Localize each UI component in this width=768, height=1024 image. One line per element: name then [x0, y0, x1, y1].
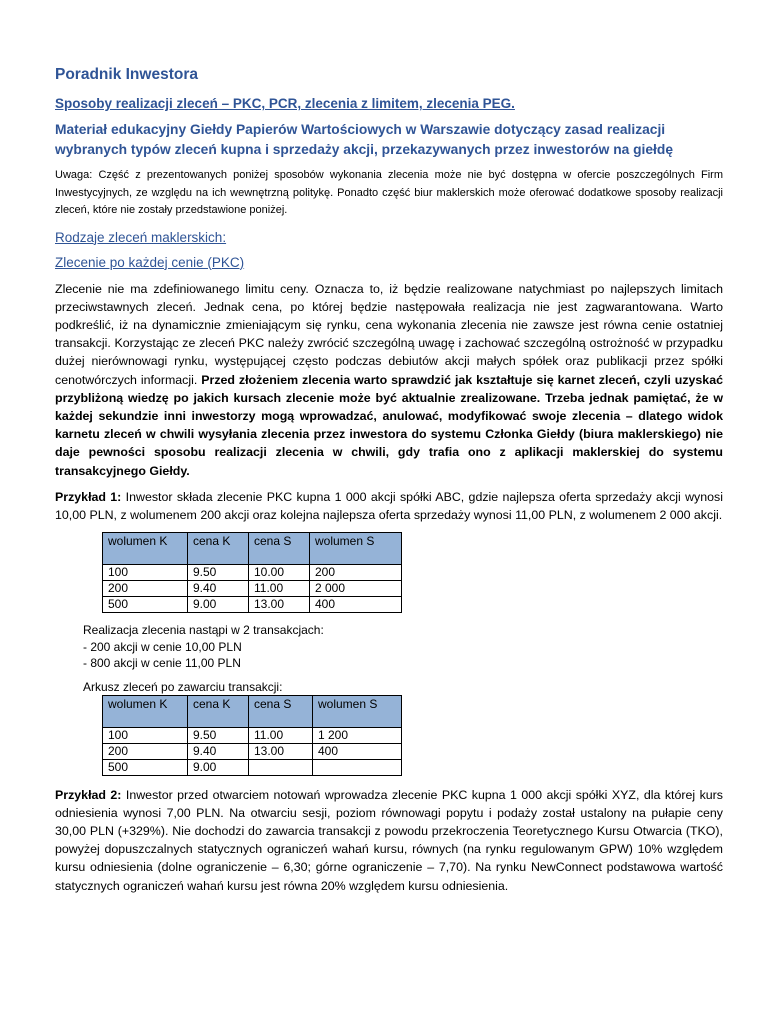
table-cell — [313, 759, 402, 775]
header-cell: cena S — [249, 533, 310, 565]
table-cell: 200 — [103, 581, 188, 597]
order-book-table-before — [102, 532, 402, 613]
example2-paragraph — [55, 786, 723, 895]
example1-text: Inwestor składa zlecenie PKC kupna 1 000 akcji spółki ABC, gdzie najlepsza oferta sprzedaży akcji wynosi 10,00 PLN, z wolumenem 200 akcji oraz kolejna najlepsza oferta sprzedaży wynosi 11,00 PLN, z wolumenem 2 000 akcji. — [55, 489, 723, 522]
realization-line: - 200 akcji w cenie 10,00 PLN — [83, 639, 242, 654]
table-header-row — [103, 533, 402, 565]
table-cell: 2 000 — [310, 581, 402, 597]
header-cell: cena S — [249, 695, 313, 727]
realization-line: - 800 akcji w cenie 11,00 PLN — [83, 656, 241, 671]
header-cell: wolumen S — [310, 533, 402, 565]
table-cell: 200 — [103, 743, 188, 759]
table-row — [103, 727, 402, 743]
pkc-heading: Zlecenie po każdej cenie (PKC) — [55, 254, 245, 270]
header-cell: wolumen S — [313, 695, 402, 727]
table-cell: 11.00 — [249, 581, 310, 597]
intro-heading: Materiał edukacyjny Giełdy Papierów Wartościowych w Warszawie dotyczący zasad realizacji wybranych typów zleceń kupna i sprzedaży akcji, przekazywanych przez inwestorów na giełdę — [55, 122, 673, 157]
order-book-table-after — [102, 695, 402, 776]
example2-text: Inwestor przed otwarciem notowań wprowadza zlecenie PKC kupna 1 000 akcji spółki XYZ, dla której kurs odniesienia wynosi 7,00 PLN. Na otwarciu sesji, poziom równowagi popytu i podaży został ustalony na pułapie ceny 30,00 PLN (+329%). Nie dochodzi do zawarcia transakcji z powodu przekroczenia Teoretycznego Kursu Otwarcia (TKO), powyżej dopuszczalnych statycznych ograniczeń wahań kursu, równych (na rynku regulowanym GPW) 10% względem kursu odniesienia (dolne ograniczenie – 6,30; górne ograniczenie – 7,70). Na rynku NewConnect podstawowa wartość statycznych ograniczeń wahań kursu jest równa 20% względem kursu odniesienia. — [55, 787, 723, 893]
arkusz-label: Arkusz zleceń po zawarciu transakcji: — [83, 679, 283, 694]
table-header-row — [103, 695, 402, 727]
header-cell: cena K — [188, 695, 249, 727]
table-cell: 9.40 — [188, 581, 249, 597]
realization-block — [83, 622, 723, 672]
table-cell: 400 — [310, 597, 402, 613]
table-cell: 500 — [103, 759, 188, 775]
table-cell: 1 200 — [313, 727, 402, 743]
document-title: Poradnik Inwestora — [55, 66, 198, 83]
table-cell: 9.50 — [188, 565, 249, 581]
note-paragraph: Uwaga: Część z prezentowanych poniżej sposobów wykonania zlecenia może nie być dostępna w ofercie poszczególnych Firm Inwestycyjnych, ze względu na ich wewnętrzną politykę. Ponadto część biur maklerskich może oferować dodatkowe sposoby realizacji zleceń, które nie zostały przedstawione poniżej. — [55, 169, 723, 216]
table-row — [103, 597, 402, 613]
section-heading: Rodzaje zleceń maklerskich: — [55, 229, 227, 245]
example2-label: Przykład 2: — [55, 787, 122, 802]
table-cell: 9.00 — [188, 597, 249, 613]
table-cell: 9.50 — [188, 727, 249, 743]
pkc-paragraph — [55, 280, 723, 480]
table-cell: 9.00 — [188, 759, 249, 775]
table-cell: 13.00 — [249, 743, 313, 759]
table-cell: 10.00 — [249, 565, 310, 581]
document-subtitle: Sposoby realizacji zleceń – PKC, PCR, zlecenia z limitem, zlecenia PEG. — [55, 96, 515, 111]
example1-label: Przykład 1: — [55, 489, 122, 504]
table-cell: 100 — [103, 727, 188, 743]
table-row — [103, 581, 402, 597]
document-page — [55, 66, 723, 903]
table-row — [103, 759, 402, 775]
example1-paragraph — [55, 488, 723, 524]
table-cell: 9.40 — [188, 743, 249, 759]
header-cell: wolumen K — [103, 533, 188, 565]
table-cell: 13.00 — [249, 597, 310, 613]
pkc-text: Zlecenie nie ma zdefiniowanego limitu ceny. Oznacza to, iż będzie realizowane natychmiast po najlepszych limitach przeciwstawnych zleceń. Jednak cena, po której będzie następowała realizacja nie jest zagwarantowana. Warto podkreślić, iż na dynamicznie zmieniającym się rynku, cena wykonania zlecenia nie zawsze jest równa cenie ostatniej transakcji. Korzystając ze zleceń PKC należy zwrócić szczególną uwagę i zachować szczególną ostrożność w przypadku dużej nierównowagi rynku, występującej często podczas debiutów akcji małych spółek oraz publikacji przez spółki cenotwórczych informacji. — [55, 281, 723, 387]
realization-line: Realizacja zlecenia nastąpi w 2 transakcjach: — [83, 623, 324, 638]
table-cell: 400 — [313, 743, 402, 759]
table-cell: 500 — [103, 597, 188, 613]
table-row — [103, 743, 402, 759]
header-cell: wolumen K — [103, 695, 188, 727]
table-cell — [249, 759, 313, 775]
table-cell: 11.00 — [249, 727, 313, 743]
table-cell: 100 — [103, 565, 188, 581]
table-row — [103, 565, 402, 581]
table-cell: 200 — [310, 565, 402, 581]
pkc-text-bold: Przed złożeniem zlecenia warto sprawdzić jak kształtuje się karnet zleceń, czyli uzyskać przybliżoną wiedzę po jakich kursach zlecenie może być aktualnie zrealizowane. Trzeba jednak pamiętać, że w każdej sekundzie inni inwestorzy mogą wprowadzać, anulować, modyfikować swoje zlecenia – dlatego widok karnetu zleceń w chwili wysyłania zlecenia przez inwestora do systemu Członka Giełdy (biura maklerskiego) nie daje pewności sposobu realizacji zlecenia w chwili, gdy trafia ono z aplikacji maklerskiej do systemu transakcyjnego Giełdy. — [55, 372, 723, 478]
header-cell: cena K — [188, 533, 249, 565]
